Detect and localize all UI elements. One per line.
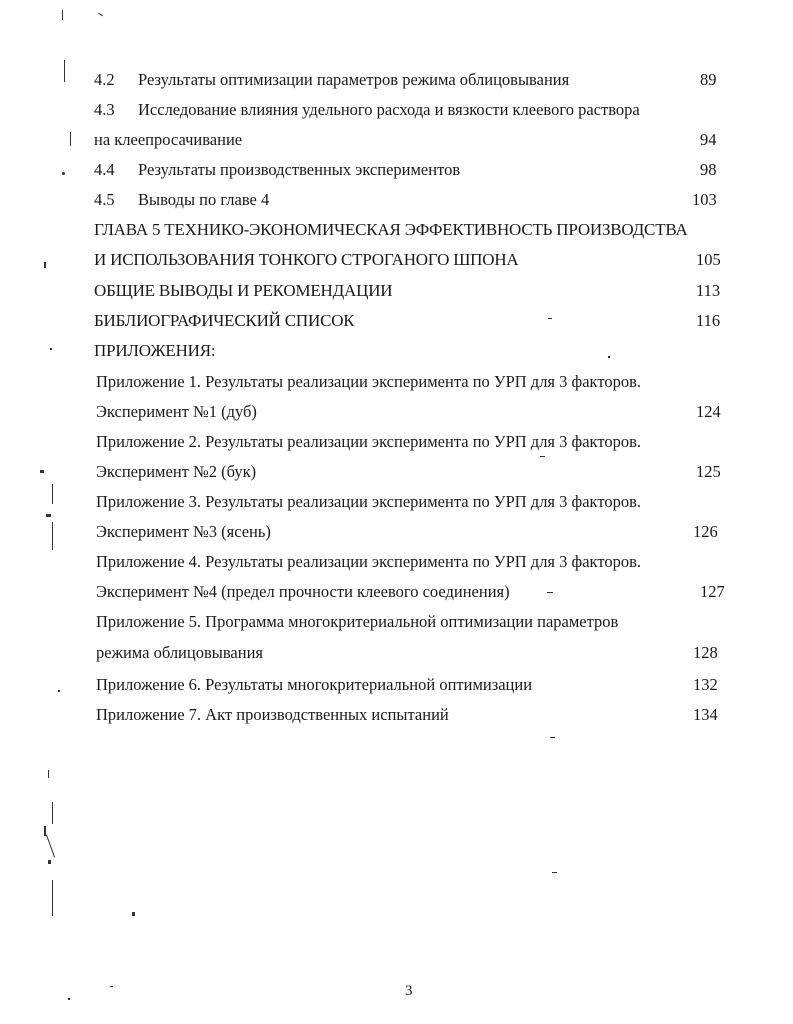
toc-page-appendix-3: 126 bbox=[693, 522, 718, 541]
toc-appendix-1-line2: Эксперимент №1 (дуб) bbox=[96, 402, 257, 421]
toc-appendix-1-line1: Приложение 1. Результаты реализации эксперимента по УРП для 3 факторов. bbox=[96, 372, 641, 391]
toc-page-4-2: 89 bbox=[700, 70, 717, 89]
toc-appendix-5-line1: Приложение 5. Программа многокритериальной оптимизации параметров bbox=[96, 612, 619, 631]
toc-code-4-2: 4.2 bbox=[94, 70, 115, 89]
toc-page-appendix-1: 124 bbox=[696, 402, 721, 421]
toc-appendix-3-line1: Приложение 3. Результаты реализации эксперимента по УРП для 3 факторов. bbox=[96, 492, 641, 511]
toc-page-appendix-6: 132 bbox=[693, 675, 718, 694]
toc-page-4-4: 98 bbox=[700, 160, 717, 179]
toc-appendix-7: Приложение 7. Акт производственных испытаний bbox=[96, 705, 449, 724]
toc-page-bibliography: 116 bbox=[696, 311, 721, 330]
toc-general-conclusions: ОБЩИЕ ВЫВОДЫ И РЕКОМЕНДАЦИИ bbox=[94, 281, 393, 300]
toc-title-4-2: Результаты оптимизации параметров режима облицовывания bbox=[138, 70, 570, 89]
toc-chapter-5-line2: И ИСПОЛЬЗОВАНИЯ ТОНКОГО СТРОГАНОГО ШПОНА bbox=[94, 250, 519, 269]
toc-bibliography: БИБЛИОГРАФИЧЕСКИЙ СПИСОК bbox=[94, 311, 355, 330]
toc-page-4-5: 103 bbox=[692, 190, 717, 209]
toc-page-appendix-2: 125 bbox=[696, 462, 721, 481]
toc-appendix-5-line2: режима облицовывания bbox=[96, 643, 263, 662]
toc-page-appendix-5: 128 bbox=[693, 643, 718, 662]
toc-code-4-4: 4.4 bbox=[94, 160, 115, 179]
toc-appendix-4-line2: Эксперимент №4 (предел прочности клеевого соединения) bbox=[96, 582, 510, 601]
toc-page-general-conclusions: 113 bbox=[696, 281, 721, 300]
toc-title-4-4: Результаты производственных экспериментов bbox=[138, 160, 461, 179]
toc-page-appendix-7: 134 bbox=[693, 705, 718, 724]
toc-title-4-3-line2: на клеепросачивание bbox=[94, 130, 243, 149]
toc-appendix-3-line2: Эксперимент №3 (ясень) bbox=[96, 522, 271, 541]
toc-appendix-4-line1: Приложение 4. Результаты реализации эксперимента по УРП для 3 факторов. bbox=[96, 552, 641, 571]
toc-page-4-3: 94 bbox=[700, 130, 717, 149]
toc-title-4-3-line1: Исследование влияния удельного расхода и вязкости клеевого раствора bbox=[138, 100, 640, 119]
toc-page-appendix-4: 127 bbox=[700, 582, 725, 601]
toc-appendix-2-line1: Приложение 2. Результаты реализации эксперимента по УРП для 3 факторов. bbox=[96, 432, 641, 451]
toc-chapter-5-line1: ГЛАВА 5 ТЕХНИКО-ЭКОНОМИЧЕСКАЯ ЭФФЕКТИВНОСТЬ ПРОИЗВОДСТВА bbox=[94, 220, 688, 239]
toc-code-4-5: 4.5 bbox=[94, 190, 115, 209]
toc-page-chapter-5: 105 bbox=[696, 250, 721, 269]
toc-appendix-6: Приложение 6. Результаты многокритериальной оптимизации bbox=[96, 675, 533, 694]
toc-appendices-heading: ПРИЛОЖЕНИЯ: bbox=[94, 341, 216, 360]
toc-title-4-5: Выводы по главе 4 bbox=[138, 190, 270, 209]
page-number: 3 bbox=[405, 983, 413, 999]
toc-appendix-2-line2: Эксперимент №2 (бук) bbox=[96, 462, 257, 481]
toc-code-4-3: 4.3 bbox=[94, 100, 115, 119]
